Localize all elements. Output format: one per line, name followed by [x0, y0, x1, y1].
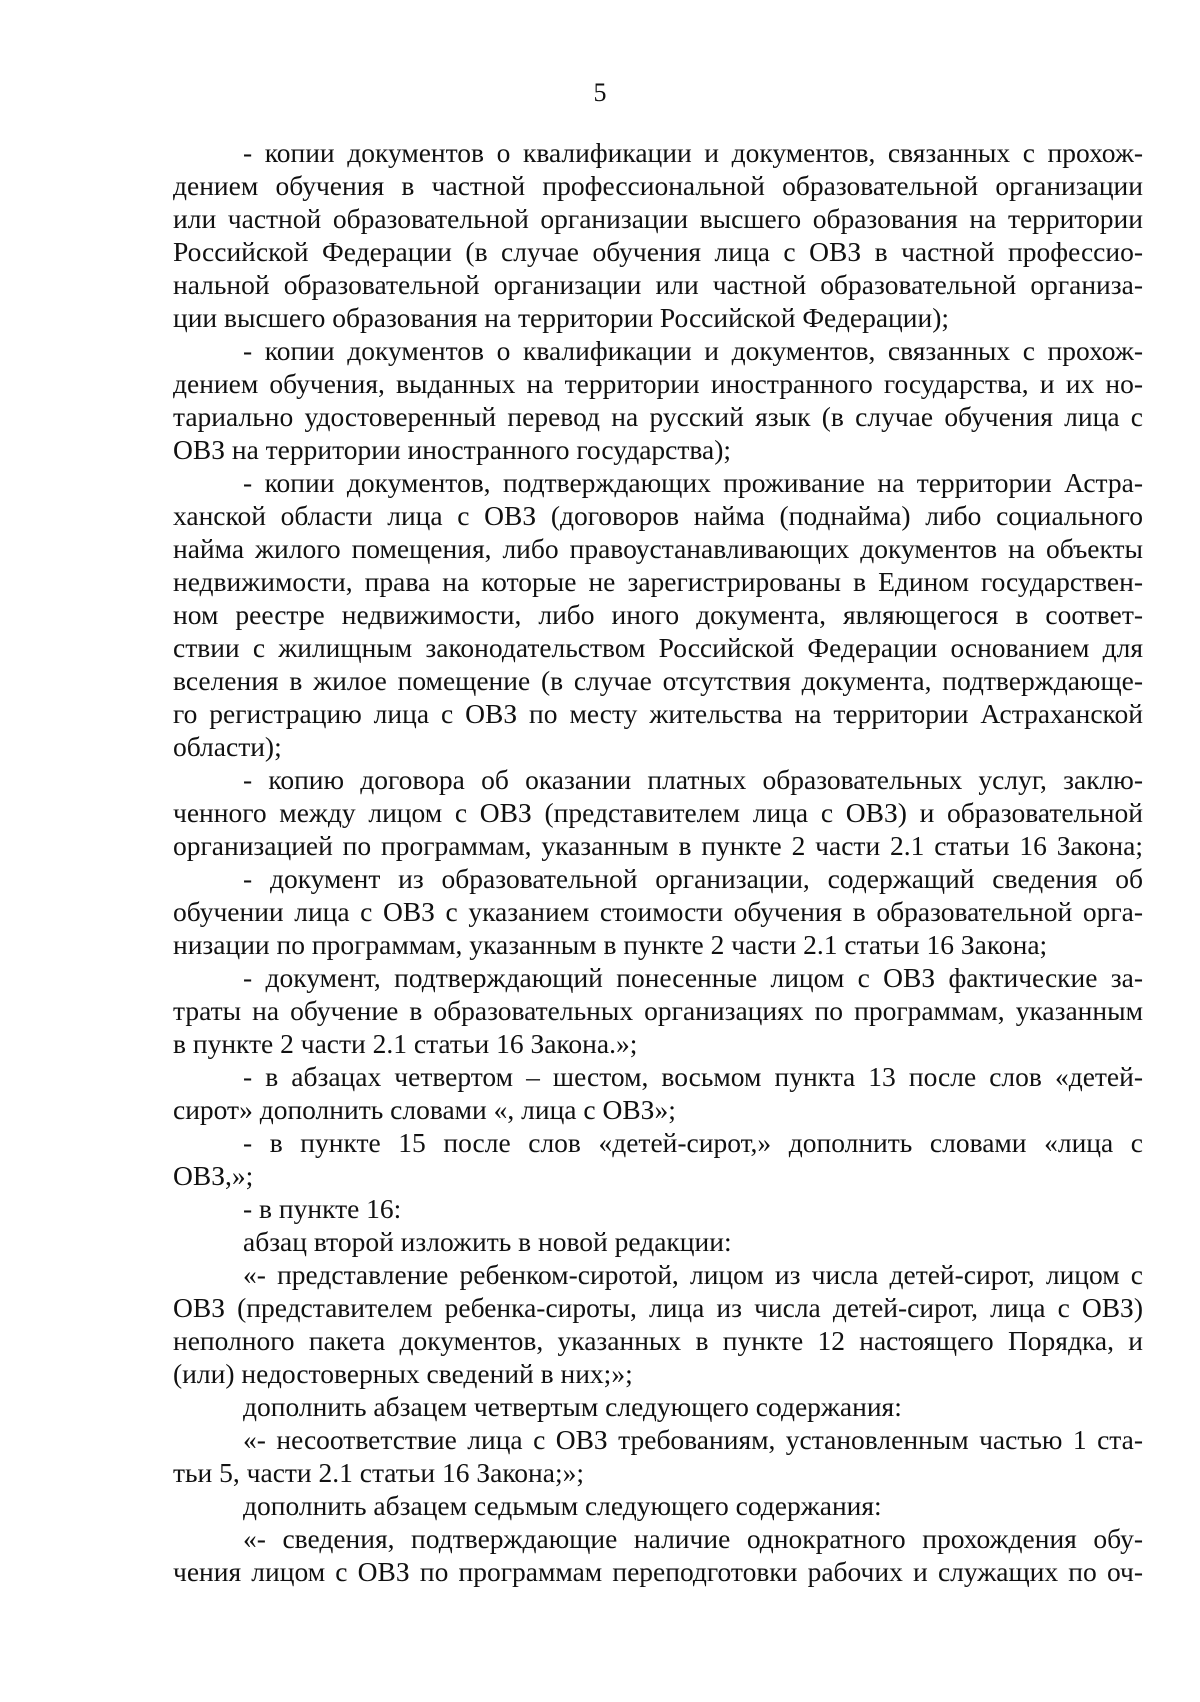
text-line: го регистрацию лица с ОВЗ по месту жительства на территории Астраханской — [173, 698, 1143, 729]
text-line: тьи 5, части 2.1 статьи 16 Закона;»; — [173, 1457, 584, 1488]
text-line: ОВЗ на территории иностранного государства); — [173, 434, 732, 465]
text-line: дением обучения в частной профессиональной образовательной организации — [173, 170, 1143, 201]
text-line: нальной образовательной организации или частной образовательной организа- — [173, 269, 1143, 300]
text-line: - в пункте 15 после слов «детей-сирот,» дополнить словами «лица с — [243, 1127, 1143, 1158]
text-line: в пункте 2 части 2.1 статьи 16 Закона.»; — [173, 1028, 638, 1059]
text-line: обучении лица с ОВЗ с указанием стоимости обучения в образовательной орга- — [173, 896, 1143, 927]
document-body — [173, 136, 1143, 1588]
text-line: дополнить абзацем четвертым следующего содержания: — [243, 1391, 902, 1422]
page-number: 5 — [593, 78, 607, 107]
text-line: ханской области лица с ОВЗ (договоров найма (поднайма) либо социального — [173, 500, 1143, 531]
text-line: абзац второй изложить в новой редакции: — [243, 1226, 732, 1257]
text-line: ОВЗ (представителем ребенка-сироты, лица из числа детей-сирот, лица с ОВЗ) — [173, 1292, 1143, 1323]
text-line: дением обучения, выданных на территории иностранного государства, и их но- — [173, 368, 1143, 399]
text-line: ОВЗ,»; — [173, 1160, 254, 1191]
text-line: неполного пакета документов, указанных в пункте 12 настоящего Порядка, и — [173, 1325, 1143, 1356]
text-line: ции высшего образования на территории Российской Федерации); — [173, 302, 950, 333]
text-line: траты на обучение в образовательных организациях по программам, указанным — [173, 995, 1143, 1026]
text-line: (или) недостоверных сведений в них;»; — [173, 1358, 633, 1389]
text-line: организацией по программам, указанным в пункте 2 части 2.1 статьи 16 Закона; — [173, 830, 1143, 861]
text-line: ченного между лицом с ОВЗ (представителем лица с ОВЗ) и образовательной — [173, 797, 1143, 828]
text-line: - документ из образовательной организации, содержащий сведения об — [243, 863, 1143, 894]
text-line: - копию договора об оказании платных образовательных услуг, заклю- — [243, 764, 1143, 795]
text-line: Российской Федерации (в случае обучения лица с ОВЗ в частной профессио- — [173, 236, 1143, 267]
text-line: - в абзацах четвертом – шестом, восьмом пункта 13 после слов «детей- — [243, 1061, 1143, 1092]
text-line: или частной образовательной организации высшего образования на территории — [173, 203, 1143, 234]
text-line: - копии документов о квалификации и документов, связанных с прохож- — [243, 335, 1143, 366]
text-line: «- сведения, подтверждающие наличие однократного прохождения обу- — [243, 1523, 1143, 1554]
text-line: - документ, подтверждающий понесенные лицом с ОВЗ фактические за- — [243, 962, 1143, 993]
text-line: недвижимости, права на которые не зарегистрированы в Едином государствен- — [173, 566, 1143, 597]
text-line: низации по программам, указанным в пункте 2 части 2.1 статьи 16 Закона; — [173, 929, 1048, 960]
text-line: ном реестре недвижимости, либо иного документа, являющегося в соответ- — [173, 599, 1143, 630]
text-line: ствии с жилищным законодательством Российской Федерации основанием для — [173, 632, 1143, 663]
text-line: - копии документов, подтверждающих проживание на территории Астра- — [243, 467, 1143, 498]
text-line: вселения в жилое помещение (в случае отсутствия документа, подтверждающе- — [173, 665, 1143, 696]
text-line: - в пункте 16: — [243, 1193, 402, 1224]
text-line: сирот» дополнить словами «, лица с ОВЗ»; — [173, 1094, 676, 1125]
text-line: найма жилого помещения, либо правоустанавливающих документов на объекты — [173, 533, 1143, 564]
text-line: чения лицом с ОВЗ по программам переподготовки рабочих и служащих по оч- — [173, 1556, 1143, 1587]
text-line: области); — [173, 731, 282, 762]
text-line: «- несоответствие лица с ОВЗ требованиям, установленным частью 1 ста- — [243, 1424, 1143, 1455]
text-line: дополнить абзацем седьмым следующего содержания: — [243, 1490, 882, 1521]
text-line: «- представление ребенком-сиротой, лицом из числа детей-сирот, лицом с — [243, 1259, 1143, 1290]
text-line: - копии документов о квалификации и документов, связанных с прохож- — [243, 137, 1143, 168]
text-line: тариально удостоверенный перевод на русский язык (в случае обучения лица с — [173, 401, 1143, 432]
